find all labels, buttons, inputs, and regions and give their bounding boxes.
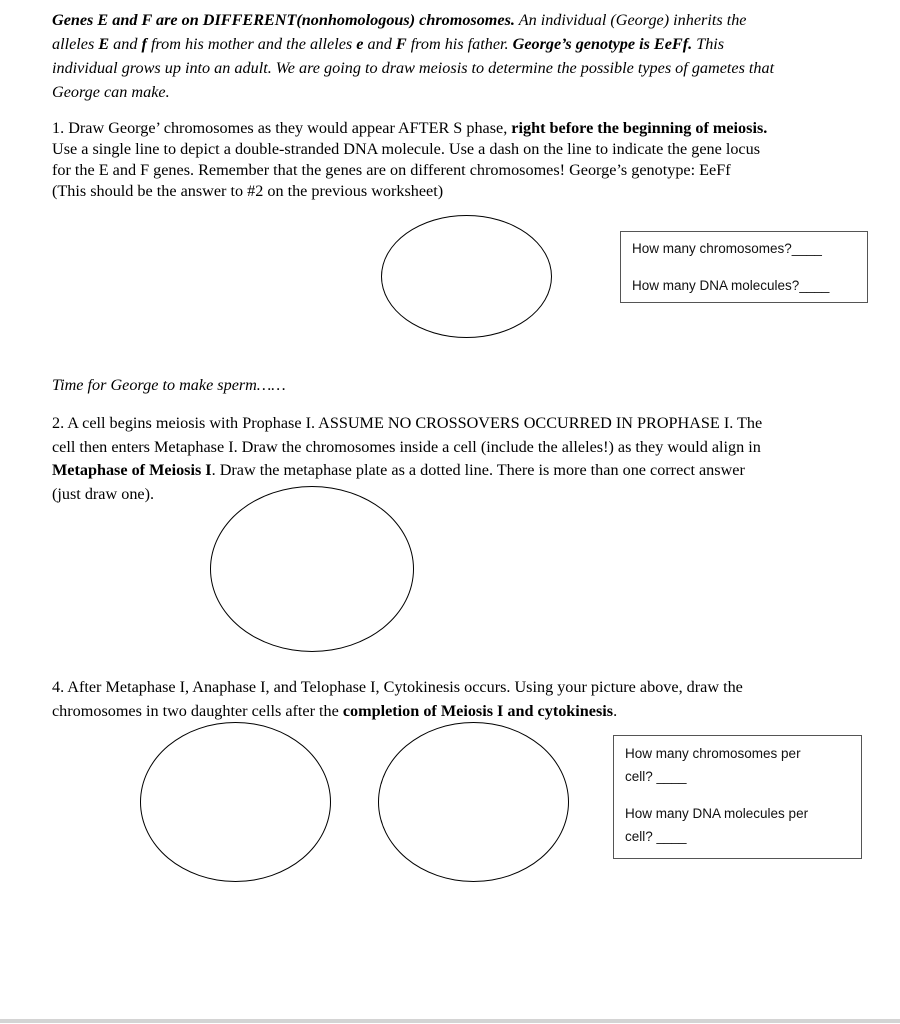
daughter-cell-2	[378, 722, 569, 882]
text-segment: (just draw one).	[52, 484, 155, 503]
text-segment: cell then enters Metaphase I. Draw the chromosomes inside a cell (include the alleles!) as they would align in	[52, 437, 761, 456]
text-segment: alleles	[52, 35, 99, 53]
text-line	[52, 375, 286, 396]
text-line	[52, 160, 767, 181]
text-segment: .	[763, 119, 768, 137]
text-segment: and	[363, 35, 396, 53]
text-segment: F	[395, 35, 407, 53]
text-segment: Genes E and F are on DIFFERENT(nonhomologous) chromosomes.	[52, 11, 515, 29]
text-segment: and	[109, 35, 142, 53]
text-segment: for the E and F genes. Remember that the genes are on different chromosomes! George’s genotype: EeFf	[52, 161, 731, 179]
question-2-text	[52, 412, 762, 506]
text-segment: An individual (George) inherits the	[514, 11, 747, 29]
text-line	[52, 676, 743, 700]
text-segment: George’s genotype is EeFf.	[512, 35, 693, 53]
text-segment: 4. After Metaphase I, Anaphase I, and Telophase I, Cytokinesis occurs. Using your picture above, draw the	[52, 678, 743, 696]
text-segment: individual grows up into an adult. We are going to draw meiosis to determine the possible types of gametes that	[52, 59, 775, 77]
chromosome-per-cell-question: How many chromosomes per	[625, 746, 801, 761]
text-line	[52, 483, 762, 507]
text-segment: . Draw the metaphase plate as a dotted line. There is more than one correct answer	[211, 461, 745, 479]
text-line	[52, 459, 762, 483]
text-line	[52, 181, 767, 202]
text-segment: 1. Draw George’ chromosomes as they would appear AFTER S phase,	[52, 119, 512, 137]
question-1-text	[52, 118, 767, 202]
text-segment: f	[141, 35, 147, 53]
cell-drawing-area-q1	[381, 215, 552, 338]
text-line	[52, 412, 762, 436]
chromosome-per-cell-answer-line: cell? ____	[625, 769, 687, 784]
text-segment: from his mother and the alleles	[146, 35, 357, 53]
page-bottom-edge	[0, 1019, 900, 1023]
text-line	[52, 56, 774, 80]
text-segment: right before the beginning of meiosis	[511, 119, 764, 137]
text-segment: (This should be the answer to #2 on the previous worksheet)	[52, 182, 444, 200]
text-segment: George can make.	[52, 83, 170, 101]
text-segment: Metaphase of Meiosis I	[52, 461, 212, 479]
text-line	[52, 700, 743, 724]
text-line	[52, 118, 767, 139]
daughter-cell-1	[140, 722, 331, 882]
text-segment: e	[356, 35, 364, 53]
chromosome-count-question: How many chromosomes?____	[632, 241, 822, 256]
text-segment: from his father.	[406, 35, 513, 53]
text-segment: Use a single line to depict a double-stranded DNA molecule. Use a dash on the line to indicate the gene locus	[52, 140, 760, 158]
text-segment: 2. A cell begins meiosis with Prophase I. ASSUME NO CROSSOVERS OCCURRED IN PROPHASE I. The	[52, 414, 763, 432]
section-heading-sperm	[52, 375, 286, 396]
dna-per-cell-answer-line: cell? ____	[625, 829, 687, 844]
text-segment: E	[98, 35, 110, 53]
text-line	[52, 8, 774, 32]
cell-drawing-area-metaphase	[210, 486, 414, 652]
intro-paragraph	[52, 8, 774, 104]
text-segment: This	[692, 35, 725, 53]
text-segment: Time for George to make sperm……	[52, 376, 286, 394]
text-segment: chromosomes in two daughter cells after the	[52, 701, 343, 720]
text-line	[52, 80, 774, 104]
dna-count-question: How many DNA molecules?____	[632, 278, 830, 293]
question-box-2	[613, 735, 862, 859]
question-box-1	[620, 231, 868, 303]
text-line	[52, 436, 762, 460]
text-segment: .	[613, 701, 618, 720]
text-line	[52, 139, 767, 160]
question-4-text	[52, 676, 743, 723]
text-segment: completion of Meiosis I and cytokinesis	[342, 701, 614, 720]
text-line	[52, 32, 774, 56]
dna-per-cell-question: How many DNA molecules per	[625, 806, 809, 821]
